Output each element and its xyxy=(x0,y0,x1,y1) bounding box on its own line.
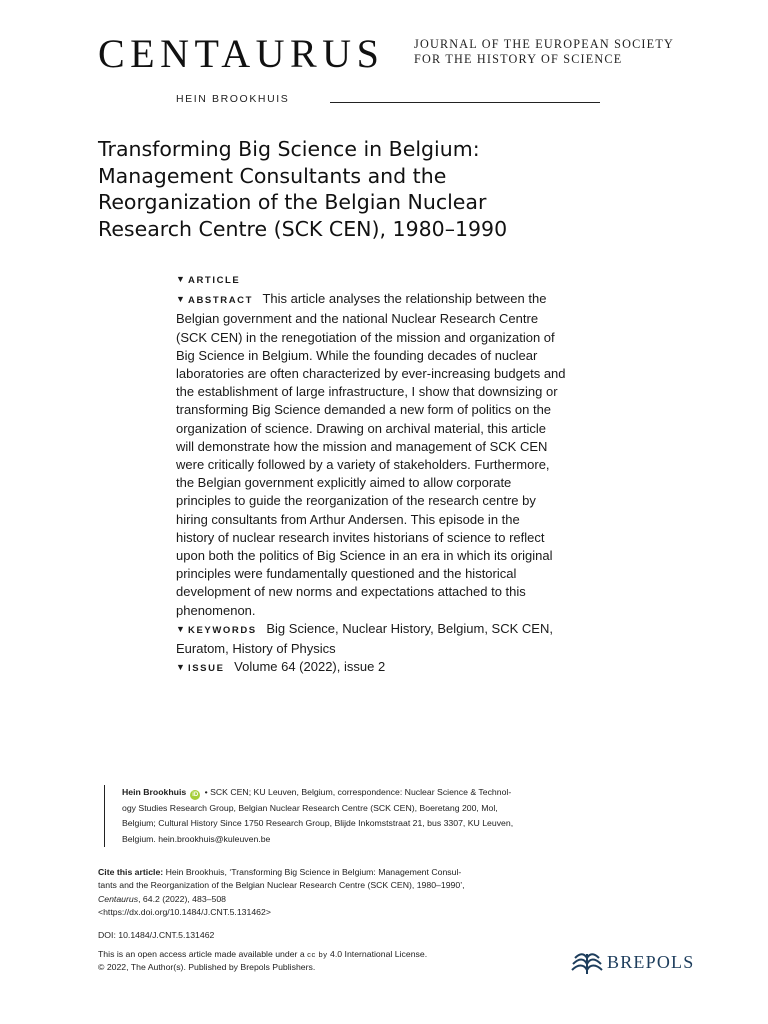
license-text: This is an open access article made available under a xyxy=(98,949,308,959)
abstract-line: the Belgian government explicitly aimed to allow corporate xyxy=(176,475,512,491)
abstract-line: development of new norms and expectations attached to this xyxy=(176,584,526,600)
journal-subtitle-line: JOURNAL OF THE EUROPEAN SOCIETY xyxy=(414,37,674,51)
author-affiliation xyxy=(104,785,642,847)
affiliation-line: Belgium; Cultural History Since 1750 Research Group, Blijde Inkomststraat 21, bus 3307, KU Leuven, xyxy=(122,818,514,829)
affiliation-line: ogy Studies Research Group, Belgian Nuclear Research Centre (SCK CEN), Boeretang 200, Mol, xyxy=(122,802,498,813)
license-line xyxy=(98,948,427,961)
citation-line: tants and the Reorganization of the Belgian Nuclear Research Centre (SCK CEN), 1980–1990’, xyxy=(98,880,465,891)
brepols-book-icon xyxy=(570,946,604,976)
abstract-line: transforming Big Science demanded a new form of politics on the xyxy=(176,402,552,418)
journal-subtitle-line: FOR THE HISTORY OF SCIENCE xyxy=(414,52,623,66)
article-metadata xyxy=(176,270,606,678)
affiliation-line xyxy=(122,785,642,801)
abstract-label: ABSTRACT xyxy=(188,295,254,307)
running-author xyxy=(176,93,600,109)
abstract-line: (SCK CEN) in the renegotiation of the mission and organization of xyxy=(176,329,555,345)
title-line: Transforming Big Science in Belgium: xyxy=(98,137,480,161)
abstract-line: principles to guide the reorganization of the research centre by xyxy=(176,493,536,509)
article-type-row xyxy=(176,270,606,290)
journal-subtitle xyxy=(414,37,674,67)
author-header: HEIN BROOKHUIS xyxy=(176,93,290,105)
abstract-line: laboratories are often characterized by ever-increasing budgets and xyxy=(176,366,566,382)
abstract-block xyxy=(176,290,606,620)
keywords-label: KEYWORDS xyxy=(188,624,257,636)
abstract-line xyxy=(176,290,606,310)
publisher-name: BREPOLS xyxy=(607,952,695,972)
abstract-line: the establishment of large infrastructure, I show that downsizing or xyxy=(176,384,558,400)
header-rule xyxy=(330,102,600,103)
title-line: Research Centre (SCK CEN), 1980–1990 xyxy=(98,216,508,241)
triangle-down-icon: ▼ xyxy=(176,623,185,634)
citation-journal: Centaurus xyxy=(98,893,139,904)
triangle-down-icon: ▼ xyxy=(176,274,185,284)
citation-text: Hein Brookhuis, ‘Transforming Big Science in Belgium: Management Consul- xyxy=(165,867,462,877)
triangle-down-icon: ▼ xyxy=(176,662,185,673)
affiliation-author-name: Hein Brookhuis xyxy=(122,787,187,797)
abstract-line: principles were fundamentally questioned and the historical xyxy=(176,566,517,582)
abstract-line: Belgian government and the national Nuclear Research Centre xyxy=(176,311,539,327)
title-line: Management Consultants and the xyxy=(98,163,447,188)
abstract-line: phenomenon. xyxy=(176,602,256,618)
license-text: 4.0 International License. xyxy=(327,949,428,959)
abstract-line: Big Science in Belgium. While the founding decades of nuclear xyxy=(176,347,538,363)
citation-line xyxy=(98,893,658,906)
license-cc-by[interactable]: cc by xyxy=(307,950,328,959)
journal-masthead xyxy=(98,32,738,76)
affiliation-email-line: Belgium. hein.brookhuis@kuleuven.be xyxy=(122,833,271,844)
journal-name: CENTAURUS xyxy=(98,31,385,76)
abstract-line: will demonstrate how the mission and management of SCK CEN xyxy=(176,438,548,454)
keywords-block xyxy=(176,620,606,658)
title-line: Reorganization of the Belgian Nuclear xyxy=(98,190,487,214)
copyright-line: © 2022, The Author(s). Published by Brepols Publishers. xyxy=(98,962,316,973)
issue-text: Volume 64 (2022), issue 2 xyxy=(234,659,386,675)
keywords-line xyxy=(176,620,606,640)
citation-block xyxy=(98,866,658,919)
citation-line xyxy=(98,866,658,879)
citation-volume: , 64.2 (2022), 483–508 xyxy=(138,893,227,904)
triangle-down-icon: ▼ xyxy=(176,294,185,305)
issue-label: ISSUE xyxy=(188,663,225,675)
article-label: ARTICLE xyxy=(188,275,241,286)
abstract-line: organization of science. Drawing on archival material, this article xyxy=(176,420,546,436)
publisher-logo xyxy=(570,945,700,979)
doi-line[interactable]: DOI: 10.1484/J.CNT.5.131462 xyxy=(98,930,215,940)
orcid-icon[interactable]: iD xyxy=(192,792,199,798)
abstract-text: This article analyses the relationship between the xyxy=(262,291,547,307)
abstract-line: hiring consultants from Arthur Andersen. This episode in the xyxy=(176,511,520,527)
issue-row xyxy=(176,658,606,678)
citation-url[interactable]: <https://dx.doi.org/10.1484/J.CNT.5.131462> xyxy=(98,906,271,917)
article-title xyxy=(98,136,618,242)
citation-label: Cite this article: xyxy=(98,867,164,877)
abstract-line: were critically followed by a variety of stakeholders. Furthermore, xyxy=(176,457,550,473)
license-block xyxy=(98,948,427,975)
keywords-line: Euratom, History of Physics xyxy=(176,641,336,657)
keywords-text: Big Science, Nuclear History, Belgium, SCK CEN, xyxy=(266,620,553,636)
abstract-line: history of nuclear research invites historians of science to reflect xyxy=(176,529,545,545)
affiliation-text: • SCK CEN; KU Leuven, Belgium, correspondence: Nuclear Science & Technol- xyxy=(204,787,512,797)
abstract-line: upon both the politics of Big Science in an era in which its original xyxy=(176,548,553,564)
